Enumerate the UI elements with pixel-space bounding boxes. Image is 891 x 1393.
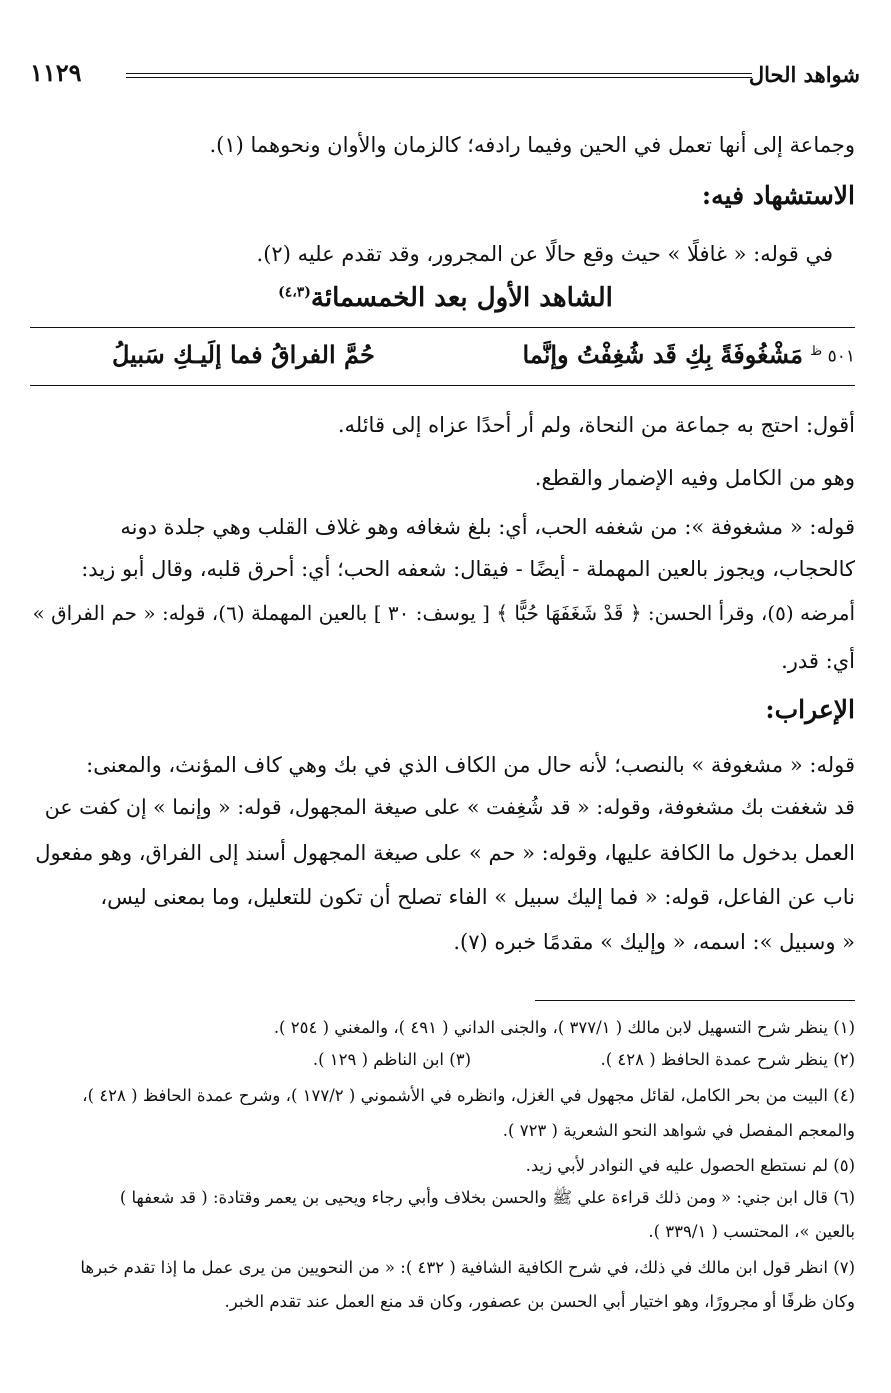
commentary-line-3: قوله: « مشغوفة »: من شغفه الحب، أي: بلغ شغافه وهو غلاف القلب وهي جلدة دونه — [120, 515, 855, 539]
shahid-title-note: (٤،٣) — [278, 284, 311, 301]
footnote-4-line-1: (٤) البيت من بحر الكامل، لقائل مجهول في الغزل، وانظره في الأشموني ( ١٧٧/٢ )، وشرح عمدة الحافظ ( ٤٢٨ )، — [82, 1086, 855, 1105]
verse-top-rule — [30, 327, 855, 328]
page-number: ١١٢٩ — [30, 58, 82, 87]
footnote-separator — [535, 1000, 855, 1001]
istishhad-line-1: في قوله: « غافلًا » حيث وقع حالًا عن المجرور، وقد تقدم عليه (٢). — [256, 242, 833, 266]
intro-line-1: وجماعة إلى أنها تعمل في الحين وفيما رادفه؛ كالزمان والأوان ونحوهما (١). — [209, 133, 855, 157]
verse-bottom-rule — [30, 385, 855, 386]
istishhad-heading: الاستشهاد فيه: — [701, 181, 855, 210]
footnote-2: (٢) ينظر شرح عمدة الحافظ ( ٤٢٨ ). — [600, 1050, 855, 1069]
irab-line-5: « وسبيل »: اسمه، « وإليك » مقدمًا خبره (٧). — [453, 930, 855, 954]
commentary-line-1: أقول: احتج به جماعة من النحاة، ولم أر أحدًا عزاه إلى قائله. — [337, 413, 855, 437]
verse-number — [810, 344, 855, 367]
verse-hemistich-second: حُمَّ الفراقُ فما إلَيـكِ سَبيلُ — [112, 340, 375, 369]
footnote-6-line-2: بالعين »، المحتسب ( ٣٣٩/١ ). — [648, 1222, 855, 1241]
commentary-line-2: وهو من الكامل وفيه الإضمار والقطع. — [534, 466, 855, 490]
irab-line-2: قد شغفت بك مشغوفة، وقوله: « قد شُغِفت » على صيغة المجهول، قوله: « وإنما » إن كفت عن — [44, 795, 855, 819]
footnote-7-line-2: وكان ظرفًا أو مجرورًا، وهو اختيار أبي الحسن بن عصفور، وكان قد منع العمل عند تقدم الخبر. — [224, 1292, 855, 1311]
commentary-line-6: أي: قدر. — [781, 649, 855, 673]
verse-marker: ظ — [810, 344, 823, 359]
verse-number-value: ٥٠١ — [827, 346, 855, 367]
commentary-line-5: أمرضه (٥)، وقرأ الحسن: ﴿ قَدْ شَغَفَهَا حُبًّا ﴾ [ يوسف: ٣٠ ] بالعين المهملة (٦)، قوله: « حم الفراق » — [32, 601, 855, 625]
footnote-3: (٣) ابن الناظم ( ١٢٩ ). — [312, 1050, 471, 1069]
footnote-4-line-2: والمعجم المفصل في شواهد النحو الشعرية ( ٧٢٣ ). — [502, 1121, 855, 1140]
running-title: شواهد الحال — [748, 62, 860, 87]
shahid-title-text: الشاهد الأول بعد الخمسمائة — [310, 283, 613, 313]
irab-line-1: قوله: « مشغوفة » بالنصب؛ لأنه حال من الكاف الذي في بك وهي كاف المؤنث، والمعنى: — [86, 753, 855, 777]
verse-hemistich-first: مَشْغُوفَةً بِكِ قَد شُغِفْتُ وإنَّما — [522, 340, 803, 369]
page-header — [30, 58, 860, 98]
commentary-line-4: كالحجاب، ويجوز بالعين المهملة - أيضًا - فيقال: شعفه الحب؛ أي: أحرق قلبه، وقال أبو زيد: — [81, 557, 855, 581]
shahid-title — [0, 283, 891, 313]
footnote-6-line-1: (٦) قال ابن جني: « ومن ذلك قراءة علي ﷺ والحسن بخلاف وأبي رجاء ويحيى بن يعمر وقتادة: ( قد شعفها ) — [119, 1188, 855, 1207]
irab-line-4: ناب عن الفاعل، قوله: « فما إليك سبيل » الفاء تصلح أن تكون للتعليل، وما بمعنى ليس، — [100, 885, 855, 909]
footnote-5: (٥) لم نستطع الحصول عليه في النوادر لأبي زيد. — [525, 1156, 855, 1175]
irab-heading: الإعراب: — [765, 695, 855, 724]
header-double-rule — [126, 73, 752, 78]
footnote-7-line-1: (٧) انظر قول ابن مالك في ذلك، في شرح الكافية الشافية ( ٤٣٢ ): « من النحويين من يرى عمل ما إذا تقدم خبرها — [80, 1258, 855, 1277]
footnote-1: (١) ينظر شرح التسهيل لابن مالك ( ٣٧٧/١ )، والجنى الداني ( ٤٩١ )، والمغني ( ٢٥٤ ). — [273, 1018, 855, 1037]
irab-line-3: العمل بدخول ما الكافة عليها، وقوله: « حم » على صيغة المجهول أسند إلى الفراق، وهو مفعول — [35, 841, 855, 865]
